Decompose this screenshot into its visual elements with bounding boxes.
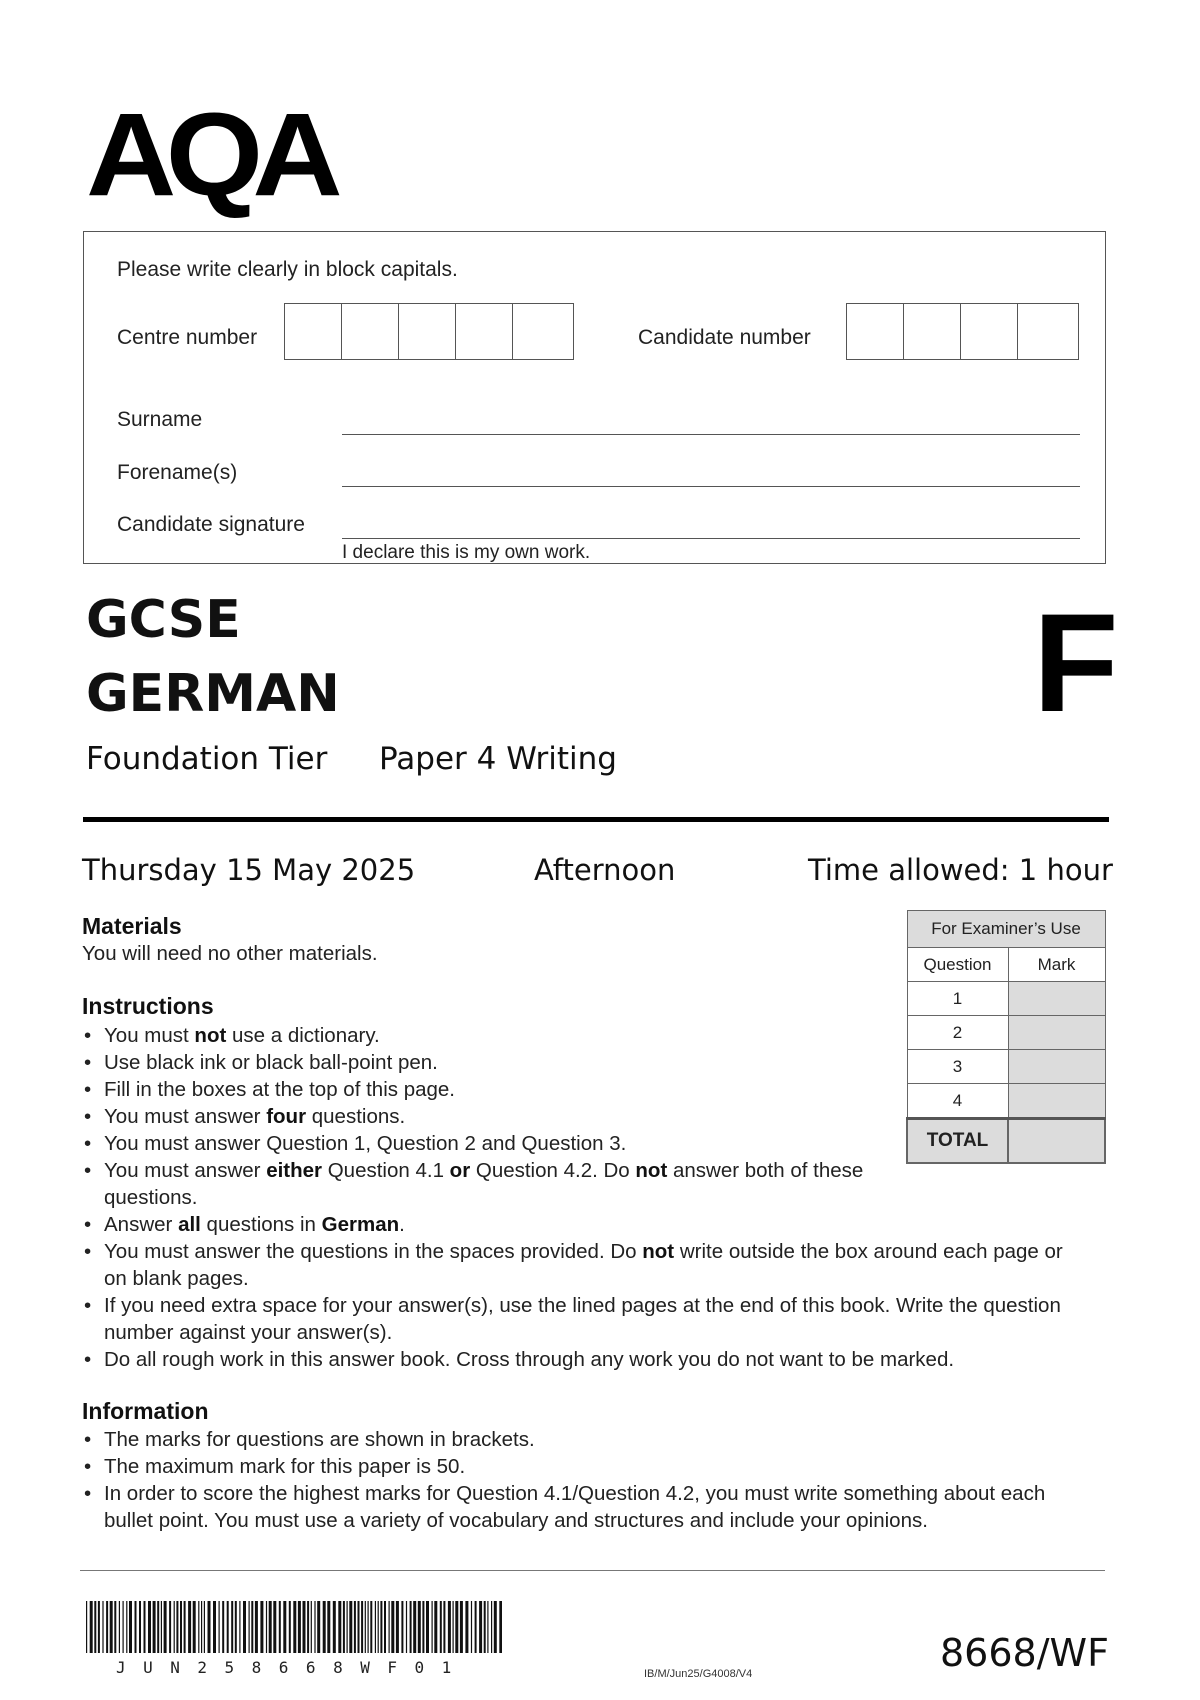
question-number: 4: [907, 1084, 1008, 1119]
barcode-bar: [413, 1601, 416, 1653]
instruction-item: • You must answer Question 1, Question 2 and Question 3.: [82, 1130, 1082, 1157]
barcode-bar: [239, 1601, 240, 1653]
tier-letter: F: [1033, 584, 1119, 741]
mark-cell: [1008, 1016, 1105, 1050]
barcode-bar: [161, 1601, 162, 1653]
instruction-item: • You must answer the questions in the spaces provided. Do not write outside the box around each page or on blank pages.: [82, 1238, 1082, 1292]
total-row: [907, 1119, 1105, 1164]
barcode-bar: [303, 1601, 306, 1653]
barcode-bar: [273, 1601, 276, 1653]
centre-number-label: Centre number: [117, 326, 258, 349]
barcode-bar: [354, 1601, 356, 1653]
barcode-bar: [375, 1601, 376, 1653]
barcode-bar: [487, 1601, 488, 1653]
barcode-bar: [106, 1601, 108, 1653]
instruction-item: • Do all rough work in this answer book. Cross through any work you do not want to be marked.: [82, 1346, 1082, 1373]
total-label: TOTAL: [907, 1119, 1008, 1164]
barcode-bar: [455, 1601, 458, 1653]
barcode-bar: [491, 1601, 492, 1653]
barcode-bar: [184, 1601, 186, 1653]
barcode-bar: [243, 1601, 246, 1653]
barcode-bar: [94, 1601, 96, 1653]
barcode-bar: [289, 1601, 291, 1653]
barcode-bar: [338, 1601, 341, 1653]
barcode-bar: [174, 1601, 175, 1653]
examiner-use-table: [906, 910, 1106, 1164]
question-number: 3: [907, 1050, 1008, 1084]
barcode-bar: [475, 1601, 477, 1653]
barcode-bar: [479, 1601, 482, 1653]
instruction-item: • Use black ink or black ball-point pen.: [82, 1049, 1082, 1076]
barcode-bar: [222, 1601, 224, 1653]
footer-divider: [80, 1570, 1105, 1571]
barcode-bar: [380, 1601, 382, 1653]
barcode-bar: [307, 1601, 309, 1653]
barcode-bar: [283, 1601, 286, 1653]
barcode-bar: [164, 1601, 167, 1653]
barcode-bar: [494, 1601, 497, 1653]
barcode-bar: [384, 1601, 386, 1653]
barcode-bar: [314, 1601, 315, 1653]
barcode-bar: [227, 1601, 229, 1653]
forenames-label: Forename(s): [117, 461, 238, 484]
instruction-item: • You must not use a dictionary.: [82, 1022, 1082, 1049]
table-row: [907, 1084, 1105, 1119]
signature-line[interactable]: [342, 538, 1080, 539]
surname-line[interactable]: [342, 434, 1080, 435]
barcode-bar: [193, 1601, 196, 1653]
exam-date: Thursday 15 May 2025: [82, 853, 416, 887]
declaration-text: I declare this is my own work.: [342, 542, 591, 563]
barcode-bar: [432, 1601, 433, 1653]
barcode: [86, 1601, 502, 1661]
candidate-number-box[interactable]: [1018, 304, 1075, 359]
barcode-bar: [219, 1601, 220, 1653]
barcode-bar: [471, 1601, 472, 1653]
information-heading: Information: [82, 1398, 209, 1424]
mark-column-header: Mark: [1008, 948, 1105, 982]
centre-number-boxes[interactable]: [284, 303, 574, 360]
barcode-bar: [255, 1601, 258, 1653]
barcode-bar: [110, 1601, 113, 1653]
subject-title: GERMAN: [86, 664, 340, 724]
paper-label: Paper 4 Writing: [379, 741, 617, 777]
candidate-number-box[interactable]: [904, 304, 961, 359]
barcode-bar: [114, 1601, 116, 1653]
barcode-bar: [361, 1601, 363, 1653]
barcode-bar: [343, 1601, 345, 1653]
forenames-line[interactable]: [342, 486, 1080, 487]
barcode-bar: [298, 1601, 301, 1653]
aqa-logo: AQA: [86, 89, 333, 221]
barcode-bar: [153, 1601, 156, 1653]
qualification-title: GCSE: [86, 590, 241, 650]
instruction-item: • Fill in the boxes at the top of this page.: [82, 1076, 1082, 1103]
candidate-number-boxes[interactable]: [846, 303, 1079, 360]
barcode-bar: [157, 1601, 159, 1653]
exam-session: Afternoon: [534, 853, 676, 887]
barcode-bar: [90, 1601, 93, 1653]
barcode-bar: [499, 1601, 502, 1653]
barcode-bar: [396, 1601, 399, 1653]
signature-label: Candidate signature: [117, 513, 305, 536]
mark-cell: [1008, 1084, 1105, 1119]
question-number: 2: [907, 1016, 1008, 1050]
barcode-bar: [201, 1601, 202, 1653]
barcode-bar: [453, 1601, 454, 1653]
barcode-bar: [235, 1601, 237, 1653]
instruction-item: • Answer all questions in German.: [82, 1211, 1082, 1238]
barcode-bar: [213, 1601, 216, 1653]
barcode-bar: [198, 1601, 199, 1653]
block-capitals-instruction: Please write clearly in block capitals.: [117, 258, 458, 281]
instruction-item: • If you need extra space for your answer(s), use the lined pages at the end of this book. Write the question number against your answer(s).: [82, 1292, 1082, 1346]
table-row: [907, 982, 1105, 1016]
barcode-bar: [176, 1601, 178, 1653]
barcode-bar: [347, 1601, 348, 1653]
barcode-bar: [406, 1601, 407, 1653]
materials-text: You will need no other materials.: [82, 942, 378, 965]
barcode-bar: [269, 1601, 272, 1653]
information-item: • The maximum mark for this paper is 50.: [82, 1453, 1082, 1480]
barcode-bar: [333, 1601, 336, 1653]
document-reference: IB/M/Jun25/G4008/V4: [644, 1668, 753, 1680]
barcode-bar: [249, 1601, 250, 1653]
barcode-bar: [98, 1601, 100, 1653]
total-mark-cell: [1008, 1119, 1105, 1164]
instruction-item: • You must answer either Question 4.1 or Question 4.2. Do not answer both of these questions.: [82, 1157, 884, 1211]
barcode-bar: [135, 1601, 137, 1653]
barcode-bar: [443, 1601, 445, 1653]
centre-number-box[interactable]: [513, 304, 570, 359]
barcode-bar: [440, 1601, 442, 1653]
table-row: [907, 1016, 1105, 1050]
candidate-number-label: Candidate number: [638, 326, 811, 349]
barcode-bar: [484, 1601, 486, 1653]
mark-cell: [1008, 1050, 1105, 1084]
candidate-number-box[interactable]: [961, 304, 1018, 359]
instruction-item: • You must answer four questions.: [82, 1103, 1082, 1130]
barcode-bar: [180, 1601, 182, 1653]
barcode-bar: [208, 1601, 211, 1653]
information-item: • In order to score the highest marks for Question 4.1/Question 4.2, you must write something about each bullet point. You must use a variety of vocabulary and structures and include your opinions.: [82, 1480, 1082, 1534]
barcode-bar: [86, 1601, 87, 1653]
centre-number-box[interactable]: [285, 304, 342, 359]
information-item: • The marks for questions are shown in brackets.: [82, 1426, 1082, 1453]
barcode-bar: [293, 1601, 296, 1653]
mark-cell: [1008, 982, 1105, 1016]
barcode-bar: [418, 1601, 421, 1653]
examiner-table-title: For Examiner’s Use: [907, 911, 1105, 948]
barcode-bar: [123, 1601, 124, 1653]
table-row: [907, 1050, 1105, 1084]
barcode-bar: [279, 1601, 281, 1653]
instructions-heading: Instructions: [82, 993, 214, 1019]
barcode-bar: [266, 1601, 267, 1653]
time-allowed: Time allowed: 1 hour: [808, 853, 1113, 887]
barcode-bar: [391, 1601, 394, 1653]
surname-label: Surname: [117, 408, 203, 431]
barcode-bar: [126, 1601, 127, 1653]
barcode-bar: [311, 1601, 312, 1653]
barcode-bar: [119, 1601, 120, 1653]
barcode-bar: [323, 1601, 326, 1653]
barcode-bar: [448, 1601, 451, 1653]
barcode-bar: [169, 1601, 171, 1653]
barcode-bar: [422, 1601, 424, 1653]
barcode-bar: [129, 1601, 132, 1653]
barcode-bar: [401, 1601, 403, 1653]
barcode-text: JUN258668WF01: [116, 1658, 469, 1677]
barcode-bar: [139, 1601, 141, 1653]
barcode-bar: [365, 1601, 366, 1653]
centre-number-box[interactable]: [342, 304, 399, 359]
barcode-bar: [188, 1601, 191, 1653]
barcode-bar: [204, 1601, 205, 1653]
tier-label: Foundation Tier: [86, 741, 328, 777]
barcode-bar: [231, 1601, 233, 1653]
barcode-bar: [144, 1601, 146, 1653]
question-column-header: Question: [907, 948, 1008, 982]
barcode-bar: [465, 1601, 468, 1653]
information-list: [82, 1426, 1082, 1534]
barcode-bar: [148, 1601, 151, 1653]
barcode-bar: [378, 1601, 379, 1653]
barcode-bar: [260, 1601, 263, 1653]
barcode-bar: [349, 1601, 352, 1653]
barcode-bar: [389, 1601, 390, 1653]
centre-number-box[interactable]: [456, 304, 513, 359]
barcode-bar: [317, 1601, 320, 1653]
barcode-bar: [368, 1601, 369, 1653]
candidate-number-box[interactable]: [847, 304, 904, 359]
barcode-bar: [370, 1601, 372, 1653]
question-number: 1: [907, 982, 1008, 1016]
barcode-bar: [327, 1601, 330, 1653]
materials-heading: Materials: [82, 913, 182, 939]
centre-number-box[interactable]: [399, 304, 456, 359]
barcode-bar: [410, 1601, 412, 1653]
title-divider: [83, 817, 1109, 822]
barcode-bar: [426, 1601, 429, 1653]
barcode-bar: [434, 1601, 437, 1653]
barcode-bar: [251, 1601, 253, 1653]
barcode-bar: [358, 1601, 360, 1653]
paper-code: 8668/WF: [940, 1631, 1109, 1675]
barcode-bar: [460, 1601, 463, 1653]
barcode-bar: [102, 1601, 103, 1653]
